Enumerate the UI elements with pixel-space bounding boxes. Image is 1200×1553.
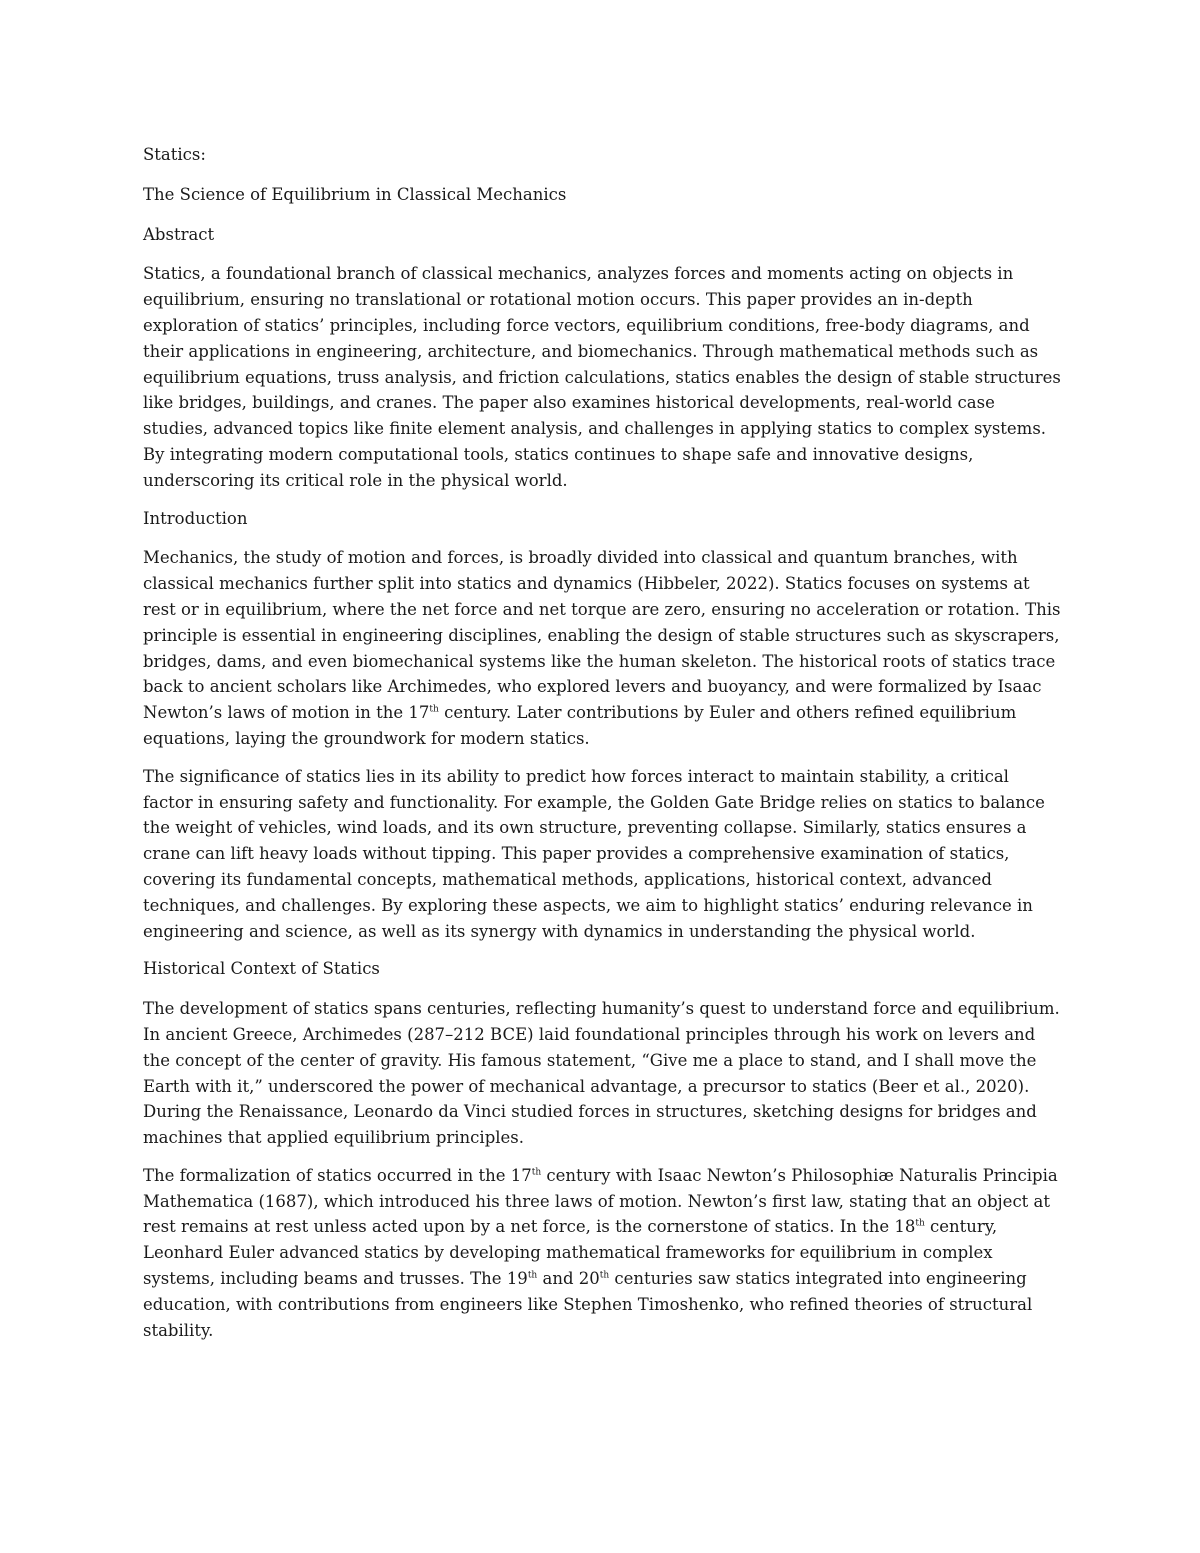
history-paragraph-1: The development of statics spans centuries, reflecting humanity’s quest to understand force and equilibrium. In ancient Greece, Archimedes (287–212 BCE) laid foundational principles through his work on levers and the concept of the center of gravity. His famous statement, “Give me a place to stand, and I shall move the Earth with it,” underscored the power of mechanical advantage, a precursor to statics (Beer et al., 2020). During the Renaissance, Leonardo da Vinci studied forces in structures, sketching designs for bridges and machines that applied equilibrium principles. bbox=[143, 999, 1060, 1148]
abstract-heading: Abstract bbox=[143, 224, 215, 244]
text-run: centuries saw statics integrated into engineering education, with contributions from engineers like Stephen Timoshenko, who refined theories of structural stability. bbox=[143, 1269, 1033, 1340]
document-title-line1: Statics: bbox=[143, 145, 206, 164]
abstract-paragraph: Statics, a foundational branch of classical mechanics, analyzes forces and moments acting on objects in equilibrium, ensuring no translational or rotational motion occurs. This paper provides an in-depth exploration of statics’ principles, including force vectors, equilibrium conditions, free-body diagrams, and their applications in engineering, architecture, and biomechanics. Through mathematical methods such as equilibrium equations, truss analysis, and friction calculations, statics enables the design of stable structures like bridges, buildings, and cranes. The paper also examines historical developments, real-world case studies, advanced topics like finite element analysis, and challenges in applying statics to complex systems. By integrating modern computational tools, statics continues to shape safe and innovative designs, underscoring its critical role in the physical world. bbox=[143, 264, 1061, 490]
history-heading: Historical Context of Statics bbox=[143, 959, 380, 979]
text-run: Mechanics, the study of motion and forces, is broadly divided into classical and quantum branches, with classical mechanics further split into statics and dynamics (Hibbeler, 2022). Statics focuses on systems at rest or in equilibrium, where the net force and net torque are zero, ensuring no acceleration or rotation. This principle is essential in engineering disciplines, enabling the design of stable structures such as skyscrapers, bridges, dams, and even biomechanical systems like the human skeleton. The historical roots of statics trace back to ancient scholars like Archimedes, who explored levers and buoyancy, and were formalized by Isaac Newton’s laws of motion in the 17 bbox=[143, 548, 1061, 723]
text-run: century, Leonhard Euler advanced statics by developing mathematical frameworks for equilibrium in complex systems, including beams and trusses. The 19 bbox=[143, 1217, 998, 1289]
superscript: th bbox=[527, 1270, 538, 1281]
superscript: th bbox=[915, 1218, 925, 1229]
document-title-line2: The Science of Equilibrium in Classical Mechanics bbox=[143, 184, 567, 204]
introduction-heading: Introduction bbox=[143, 508, 248, 528]
text-run: century. Later contributions by Euler and others refined equilibrium equations, laying the groundwork for modern statics. bbox=[143, 703, 1017, 748]
superscript: th bbox=[429, 704, 439, 715]
text-run: century with Isaac Newton’s Philosophiæ Naturalis Principia Mathematica (1687), which introduced his three laws of motion. Newton’s first law, stating that an object at rest remains at rest unless acted upon by a net force, is the cornerstone of statics. In the 18 bbox=[143, 1165, 1058, 1237]
introduction-paragraph-2: The significance of statics lies in its ability to predict how forces interact to maintain stability, a critical factor in ensuring safety and functionality. For example, the Golden Gate Bridge relies on statics to balance the weight of vehicles, wind loads, and its own structure, preventing collapse. Similarly, statics ensures a crane can lift heavy loads without tipping. This paper provides a comprehensive examination of statics, covering its fundamental concepts, mathematical methods, applications, historical context, advanced techniques, and challenges. By exploring these aspects, we aim to highlight statics’ enduring relevance in engineering and science, as well as its synergy with dynamics in understanding the physical world. bbox=[143, 766, 1045, 941]
text-run: and 20 bbox=[537, 1269, 600, 1289]
superscript: th bbox=[599, 1270, 610, 1281]
document-page bbox=[143, 142, 1063, 1355]
superscript: th bbox=[531, 1167, 542, 1178]
history-paragraph-2 bbox=[143, 1163, 1063, 1344]
introduction-paragraph-1 bbox=[143, 545, 1063, 751]
text-run: The formalization of statics occurred in the 17 bbox=[143, 1165, 532, 1185]
